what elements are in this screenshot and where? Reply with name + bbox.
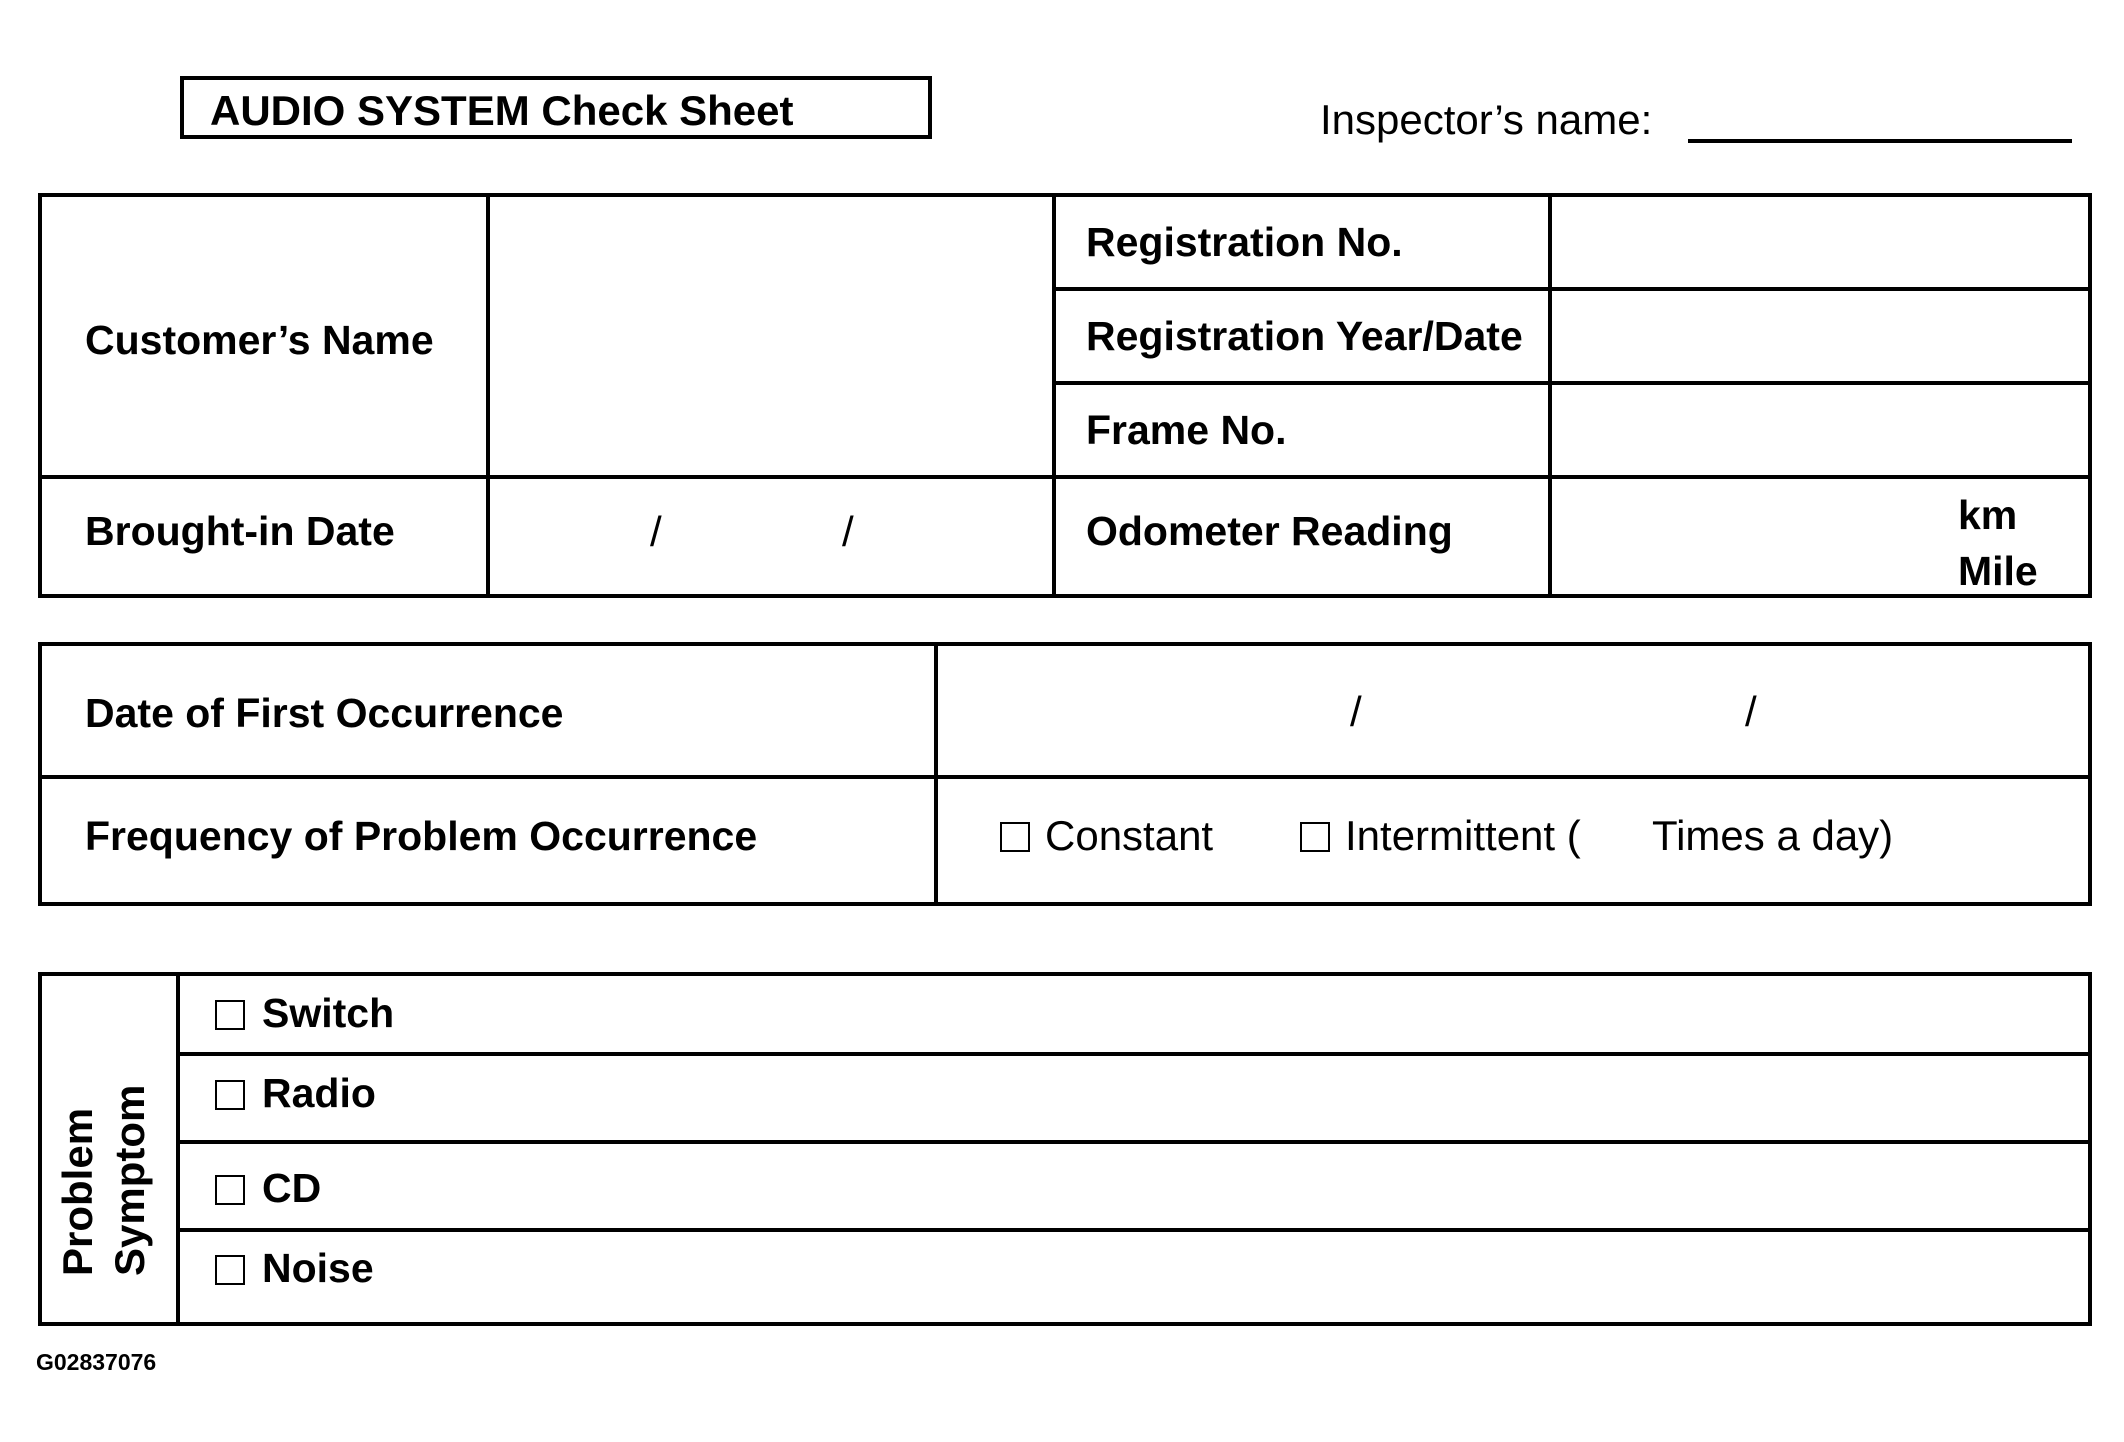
date-separator: / xyxy=(1745,688,1757,735)
date-separator: / xyxy=(842,508,854,555)
constant-checkbox[interactable] xyxy=(1000,822,1030,852)
date-separator: / xyxy=(1350,688,1362,735)
divider xyxy=(934,642,938,906)
divider xyxy=(486,193,490,598)
first-occurrence-label: Date of First Occurrence xyxy=(85,690,564,736)
switch-checkbox[interactable] xyxy=(215,1000,245,1030)
times-a-day-label: Times a day) xyxy=(1652,812,1894,859)
symptom-switch-label: Switch xyxy=(262,990,395,1036)
figure-code: G02837076 xyxy=(36,1349,157,1375)
problem-symptom-heading xyxy=(52,1085,156,1276)
date-separator: / xyxy=(650,508,662,555)
inspector-name-field[interactable] xyxy=(1688,139,2072,143)
divider xyxy=(1052,381,2092,385)
registration-year-field[interactable] xyxy=(1554,293,2088,379)
symptom-noise-label: Noise xyxy=(262,1245,374,1291)
intermittent-checkbox[interactable] xyxy=(1300,822,1330,852)
divider xyxy=(176,1052,2092,1056)
constant-option-label: Constant xyxy=(1045,812,1214,859)
registration-no-field[interactable] xyxy=(1554,199,2088,285)
title-box xyxy=(180,76,932,139)
unit-km: km xyxy=(1958,492,2018,538)
occurrence-table xyxy=(38,642,2092,906)
frame-no-field[interactable] xyxy=(1554,387,2088,473)
customer-name-field[interactable] xyxy=(492,199,1048,473)
symptom-heading-line: Symptom xyxy=(106,1084,153,1276)
odometer-label: Odometer Reading xyxy=(1086,508,1453,554)
intermittent-option-label: Intermittent ( xyxy=(1345,812,1581,859)
inspector-name-label: Inspector’s name: xyxy=(1320,96,1653,143)
registration-year-label: Registration Year/Date xyxy=(1086,313,1523,359)
unit-mile: Mile xyxy=(1958,548,2038,594)
symptom-radio-label: Radio xyxy=(262,1070,376,1116)
brought-in-date-label: Brought-in Date xyxy=(85,508,395,554)
divider xyxy=(176,1140,2092,1144)
page-title: AUDIO SYSTEM Check Sheet xyxy=(210,87,794,134)
cd-checkbox[interactable] xyxy=(215,1175,245,1205)
divider xyxy=(1052,193,1056,598)
noise-checkbox[interactable] xyxy=(215,1255,245,1285)
frequency-label: Frequency of Problem Occurrence xyxy=(85,813,758,859)
divider xyxy=(1052,287,2092,291)
radio-checkbox[interactable] xyxy=(215,1080,245,1110)
divider xyxy=(38,775,2092,779)
divider xyxy=(1548,193,1552,598)
divider xyxy=(176,972,180,1326)
frame-no-label: Frame No. xyxy=(1086,407,1287,453)
registration-no-label: Registration No. xyxy=(1086,219,1403,265)
customer-name-label: Customer’s Name xyxy=(85,317,434,363)
problem-heading-line: Problem xyxy=(54,1107,101,1276)
divider xyxy=(38,475,2092,479)
divider xyxy=(176,1228,2092,1232)
symptom-cd-label: CD xyxy=(262,1165,322,1211)
